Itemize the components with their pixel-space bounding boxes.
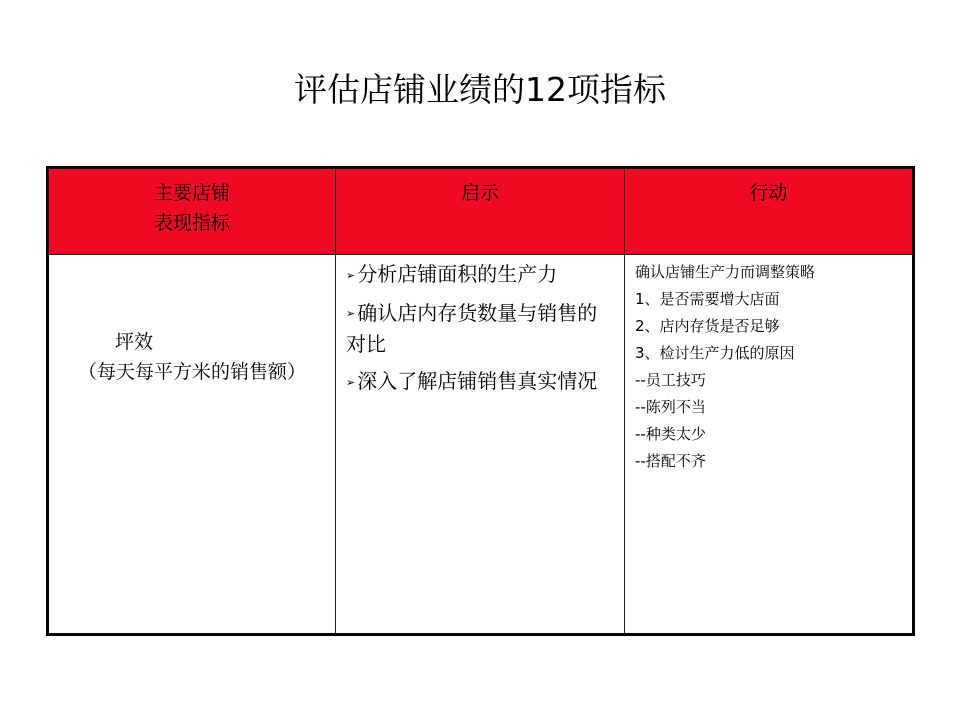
insight-cell xyxy=(336,255,625,635)
list-item xyxy=(346,259,616,291)
action-list xyxy=(625,255,912,475)
slide-title: 评估店铺业绩的12项指标 xyxy=(294,70,666,109)
insight-text: 分析店铺面积的生产力 xyxy=(357,262,558,286)
arrow-bullet-icon: ➢ xyxy=(346,375,356,389)
insight-list xyxy=(336,255,624,398)
header-insight-label: 启示 xyxy=(460,182,499,204)
action-line: --员工技巧 xyxy=(635,371,706,389)
header-indicator-line1: 主要店铺 xyxy=(153,182,230,204)
metric-name: 坪效 xyxy=(115,331,154,353)
header-cell-action xyxy=(625,168,914,255)
action-line: 2、店内存货是否足够 xyxy=(635,317,780,335)
table-header-row xyxy=(48,168,914,255)
kpi-table-container xyxy=(46,166,914,636)
metric-cell xyxy=(48,255,336,635)
metric-definition: （每天每平方米的销售额） xyxy=(77,361,306,383)
header-indicator-line2: 表现指标 xyxy=(153,212,230,234)
insight-text: 深入了解店铺销售真实情况 xyxy=(357,369,598,393)
insight-text: 确认店内存货数量与销售的对比 xyxy=(346,300,598,356)
action-line: --搭配不齐 xyxy=(635,452,706,470)
header-cell-indicator xyxy=(48,168,336,255)
list-item xyxy=(346,366,616,398)
header-action-label: 行动 xyxy=(749,182,788,204)
action-line: --种类太少 xyxy=(635,425,706,443)
header-cell-insight xyxy=(336,168,625,255)
list-item xyxy=(346,298,616,360)
action-line: 1、是否需要增大店面 xyxy=(635,290,780,308)
action-line: 确认店铺生产力而调整策略 xyxy=(635,263,816,281)
action-cell xyxy=(625,255,914,635)
action-line: --陈列不当 xyxy=(635,398,706,416)
table-row xyxy=(48,255,914,635)
metric-block xyxy=(49,255,335,387)
kpi-table xyxy=(46,166,915,636)
arrow-bullet-icon: ➢ xyxy=(346,268,356,282)
arrow-bullet-icon: ➢ xyxy=(346,307,356,320)
action-line: 3、检讨生产力低的原因 xyxy=(635,344,795,362)
